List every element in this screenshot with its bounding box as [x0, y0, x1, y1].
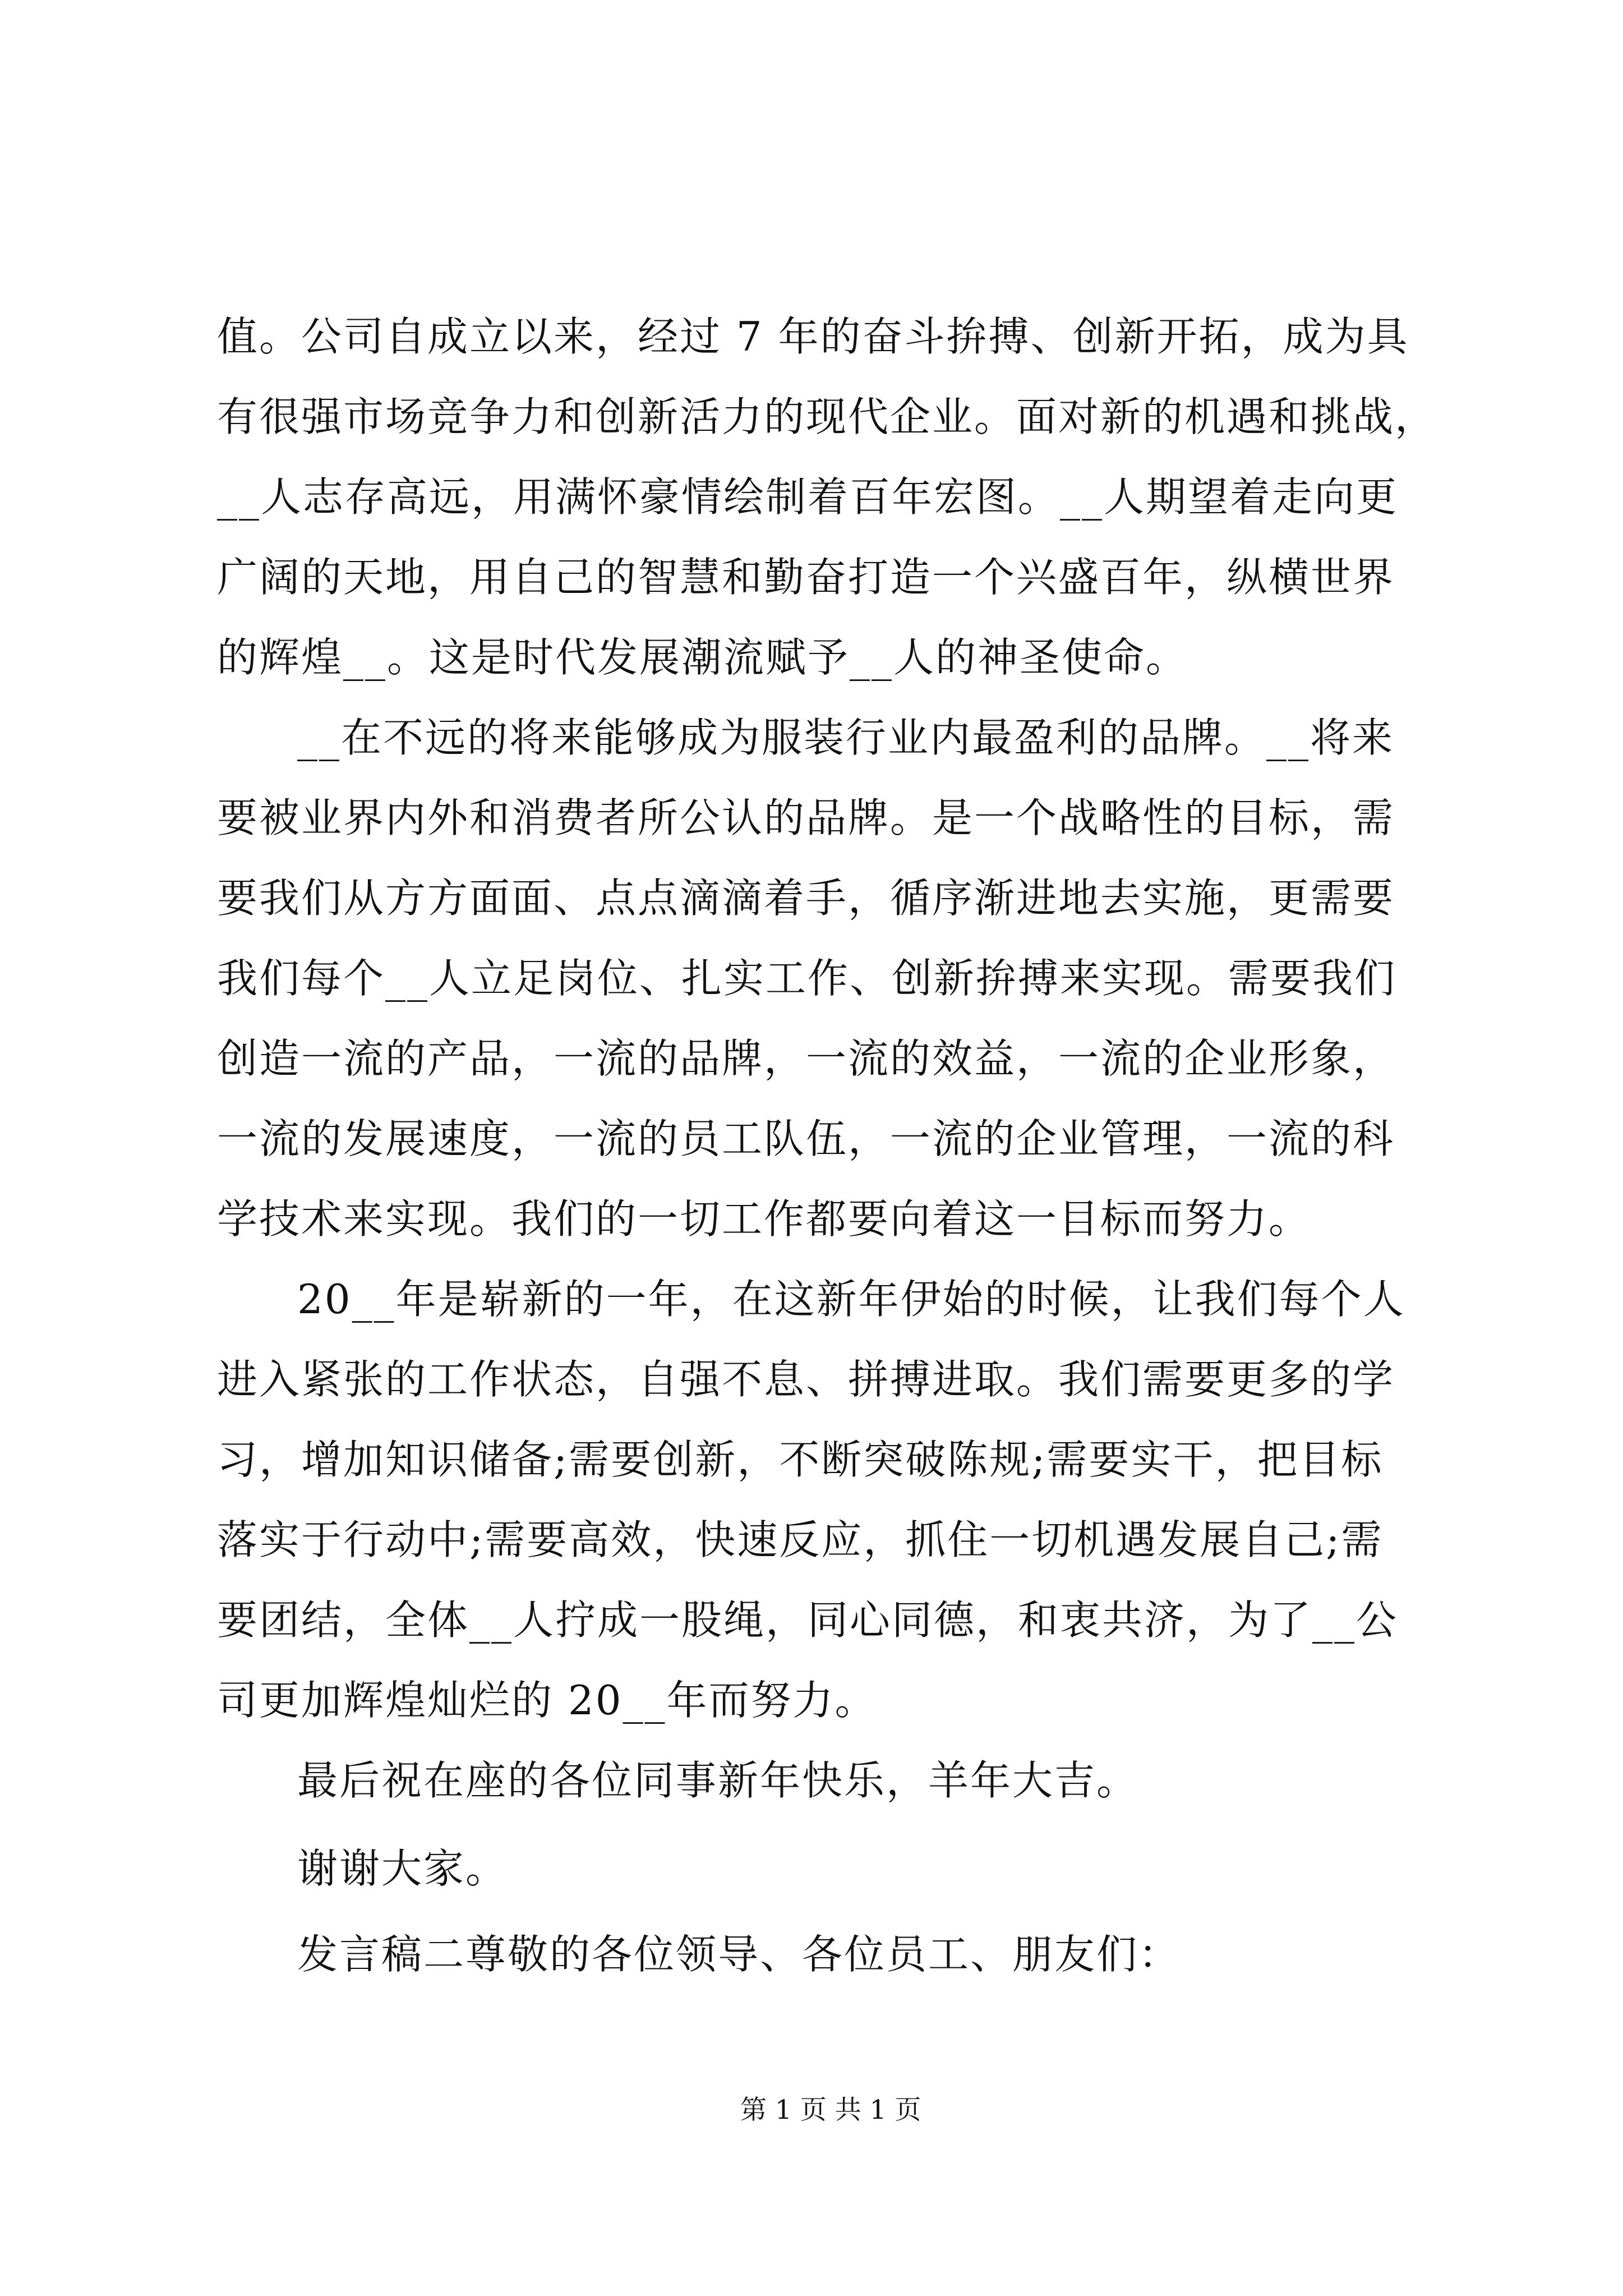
- text-line: 司更加辉煌灿烂的 20__年而努力。: [217, 1677, 877, 1724]
- text-line: 最后祝在座的各位同事新年快乐，羊年大吉。: [297, 1757, 1139, 1804]
- text-line: 落实于行动中;需要高效，快速反应，抓住一切机遇发展自己;需: [217, 1516, 1384, 1563]
- paragraph: [217, 1259, 1451, 1741]
- text-line: 我们每个__人立足岗位、扎实工作、创新拚搏来实现。需要我们: [217, 955, 1397, 1002]
- text-line: 广阔的天地，用自己的智慧和勤奋打造一个兴盛百年，纵横世界: [217, 554, 1395, 601]
- text-line: 进入紧张的工作状态，自强不息、拼搏进取。我们需要更多的学: [217, 1356, 1395, 1403]
- text-line: 要团结，全体__人拧成一股绳，同心同德，和衷共济，为了__公: [217, 1596, 1399, 1644]
- text-line: 有很强市场竞争力和创新活力的现代企业。面对新的机遇和挑战，: [217, 393, 1437, 440]
- text-line: 要被业界内外和消费者所公认的品牌。是一个战略性的目标，需: [217, 794, 1395, 841]
- page-footer: 第 1 页 共 1 页: [740, 2095, 921, 2125]
- text-line: __人志存高远，用满怀豪情绘制着百年宏图。__人期望着走向更: [217, 473, 1399, 521]
- text-line: 值。公司自成立以来，经过 7 年的奋斗拚搏、创新开拓，成为具: [217, 313, 1409, 360]
- text-line: 一流的发展速度，一流的员工队伍，一流的企业管理，一流的科: [217, 1115, 1395, 1162]
- text-line: 学技术来实现。我们的一切工作都要向着这一目标而努力。: [217, 1195, 1311, 1243]
- paragraph: [217, 698, 1451, 1259]
- text-line: 的辉煌__。这是时代发展潮流赋予__人的神圣使命。: [217, 634, 1188, 681]
- text-line: 谢谢大家。: [297, 1845, 508, 1892]
- closing-wish: [217, 1741, 1451, 1821]
- text-line: 创造一流的产品，一流的品牌，一流的效益，一流的企业形象，: [217, 1035, 1395, 1082]
- text-line: 20__年是崭新的一年，在这新年伊始的时候，让我们每个人: [297, 1276, 1405, 1323]
- paragraph: [217, 297, 1451, 698]
- text-line: 要我们从方方面面、点点滴滴着手，循序渐进地去实施，更需要: [217, 875, 1395, 922]
- next-speech-heading: [217, 1915, 1451, 1995]
- thanks-line: [217, 1829, 1451, 1909]
- text-line: 发言稿二尊敬的各位领导、各位员工、朋友们：: [297, 1931, 1181, 1978]
- text-line: 习，增加知识储备;需要创新，不断突破陈规;需要实干，把目标: [217, 1436, 1384, 1483]
- text-line: __在不远的将来能够成为服装行业内最盈利的品牌。__将来: [297, 714, 1395, 761]
- document-body: [217, 297, 1451, 1995]
